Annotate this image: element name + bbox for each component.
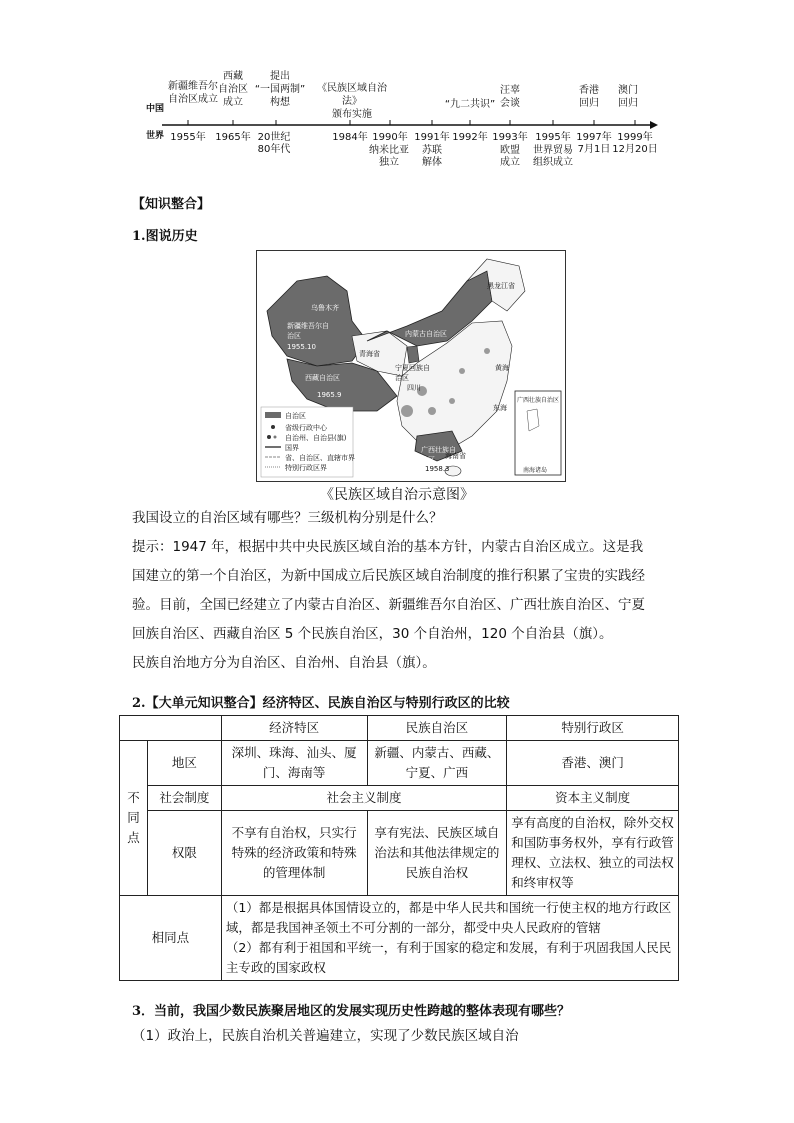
row-label-authority: 权限 xyxy=(147,811,221,896)
map-label-sichuan: 四川 xyxy=(407,384,421,392)
legend-province-border: 省、自治区、直辖市界 xyxy=(285,454,355,462)
map-label-hainan: 海南省 xyxy=(445,452,466,460)
year-1984: 1984年 xyxy=(332,132,368,143)
cell-region-sar: 香港、澳门 xyxy=(507,741,679,786)
same-point-1: （1）都是根据具体国情设立的，都是中华人民共和国统一行使主权的地方行政区域，都是我国神圣领土不可分割的一部分，都受中央人民政府的管辖 xyxy=(225,900,672,935)
year-1993: 1993年 xyxy=(492,132,528,143)
row-label-system: 社会制度 xyxy=(147,786,221,811)
year-1995: 1995年 xyxy=(535,132,571,143)
world-eu: 欧盟 成立 xyxy=(500,145,520,168)
cell-authority-sar: 享有高度的自治权，除外交权和国防事务权外，享有行政管理权、立法权、独立的司法权和终审权等 xyxy=(507,811,679,896)
question-text: 我国设立的自治区域有哪些？三级机构分别是什么？ xyxy=(132,510,443,526)
item-2-heading: 2.【大单元知识整合】经济特区、民族自治区与特别行政区的比较 xyxy=(132,696,510,711)
header-autonomous: 民族自治区 xyxy=(367,716,507,741)
cell-region-sez: 深圳、珠海、汕头、厦门、海南等 xyxy=(221,741,367,786)
year-1990: 1990年 xyxy=(372,132,408,143)
table-row xyxy=(120,741,679,786)
event-autonomy-law: 《民族区域自治法》 颁布实施 xyxy=(317,83,387,120)
world-namibia: 纳米比亚 独立 xyxy=(369,145,409,168)
cell-system-capitalist: 资本主义制度 xyxy=(507,786,679,811)
timeline-world-label: 世界 xyxy=(146,131,165,141)
cell-system-socialist: 社会主义制度 xyxy=(221,786,506,811)
timeline-china-label: 中国 xyxy=(146,104,165,114)
section-title: 【知识整合】 xyxy=(132,197,211,212)
item-1-heading: 1.图说历史 xyxy=(132,229,198,244)
row-label-region: 地区 xyxy=(147,741,221,786)
answer-line: 民族自治地方分为自治区、自治州、自治县（旗）。 xyxy=(132,655,436,671)
event-xinjiang: 新疆维吾尔 自治区成立 xyxy=(168,81,218,105)
answer-block xyxy=(132,533,672,678)
map-caption: 《民族区域自治示意图》 xyxy=(320,487,474,503)
answer-line: 提示：1947 年，根据中共中央民族区域自治的基本方针，内蒙古自治区成立。这是我 xyxy=(132,539,644,555)
map-label-east-sea: 东海 xyxy=(493,404,507,412)
legend-provincial-center: 省级行政中心 xyxy=(285,424,327,432)
map-label-guangxi: 广西壮族自治区 xyxy=(421,446,456,464)
answer-line: 回族自治区、西藏自治区 5 个民族自治区，30 个自治州，120 个自治县（旗）。 xyxy=(132,626,613,642)
table-row xyxy=(120,786,679,811)
year-1955: 1955年 xyxy=(170,132,206,143)
event-tibet: 西藏 自治区 成立 xyxy=(218,71,248,108)
event-hongkong: 香港 回归 xyxy=(579,85,599,109)
table-row xyxy=(120,811,679,896)
map-label-qinghai: 青海省 xyxy=(359,350,380,358)
table-row xyxy=(120,716,679,741)
event-92-consensus: “九二共识” xyxy=(444,99,496,110)
map-label-yellow-sea: 黄海 xyxy=(495,364,509,372)
diff-label: 不 同 点 xyxy=(120,741,148,896)
timeline xyxy=(0,0,794,180)
timeline-axis xyxy=(160,118,660,132)
year-1999: 1999年 12月20日 xyxy=(612,132,658,155)
year-80s: 20世纪 80年代 xyxy=(257,132,291,155)
year-1991: 1991年 xyxy=(414,132,450,143)
map-label-inner-mongolia: 内蒙古自治区 xyxy=(405,330,447,338)
map-label-xinjiang: 新疆维吾尔自治区 xyxy=(287,322,329,340)
map-label-urumqi: 乌鲁木齐 xyxy=(311,304,339,312)
map-label-ningxia: 宁夏回族自治区 xyxy=(395,364,430,382)
year-1997: 1997年 7月1日 xyxy=(576,132,612,155)
legend-national-border: 国界 xyxy=(285,444,299,452)
world-wto: 世界贸易 组织成立 xyxy=(533,145,573,168)
cell-authority-sez: 不享有自治权，只实行特殊的经济政策和特殊的管理体制 xyxy=(221,811,367,896)
map-label-tibet: 西藏自治区 xyxy=(305,374,340,382)
cell-authority-autonomous: 享有宪法、民族区域自治法和其他法律规定的民族自治权 xyxy=(367,811,507,896)
answer-line: 国建立的第一个自治区，为新中国成立后民族区域自治制度的推行积累了宝贵的实践经 xyxy=(132,568,645,584)
map-label-inset-title: 广西壮族自治区 xyxy=(517,397,560,404)
event-macau: 澳门 回归 xyxy=(618,85,638,109)
year-1965: 1965年 xyxy=(215,132,251,143)
same-text xyxy=(221,896,678,981)
map-label-1965: 1965.9 xyxy=(317,391,342,399)
map-label-1955: 1955.10 xyxy=(287,343,316,351)
map-label-1958: 1958.3 xyxy=(425,465,450,473)
event-wang-koo: 汪辜 会谈 xyxy=(500,85,520,109)
world-ussr: 苏联 解体 xyxy=(422,145,442,168)
answer-line: 验。目前，全国已经建立了内蒙古自治区、新疆维吾尔自治区、广西壮族自治区、宁夏 xyxy=(132,597,645,613)
table-row xyxy=(120,896,679,981)
map-label-heilongjiang: 黑龙江省 xyxy=(487,282,515,290)
header-sar: 特别行政区 xyxy=(507,716,679,741)
legend-autonomous-region: 自治区 xyxy=(285,412,306,420)
cell-region-autonomous: 新疆、内蒙古、西藏、宁夏、广西 xyxy=(367,741,507,786)
item-3-line-1: （1）政治上，民族自治机关普遍建立，实现了少数民族区域自治 xyxy=(132,1028,519,1044)
autonomy-map xyxy=(256,250,566,482)
legend-sar-border: 特别行政区界 xyxy=(285,464,327,472)
item-3-heading: 3．当前，我国少数民族聚居地区的发展实现历史性跨越的整体表现有哪些？ xyxy=(132,1004,571,1019)
year-1992: 1992年 xyxy=(452,132,488,143)
header-sez: 经济特区 xyxy=(221,716,367,741)
same-point-2: （2）都有利于祖国和平统一，有利于国家的稳定和发展，有利于巩固我国人民民主专政的国家政权 xyxy=(225,940,672,975)
same-label: 相同点 xyxy=(120,896,222,981)
legend-prefecture-county: 自治州、自治县(旗) xyxy=(285,434,347,442)
map-label-south-sea-islands: 南海诸岛 xyxy=(523,467,548,474)
event-one-country: 提出 “一国两制” 构想 xyxy=(254,71,306,108)
table-corner xyxy=(120,716,222,741)
comparison-table xyxy=(119,715,679,981)
